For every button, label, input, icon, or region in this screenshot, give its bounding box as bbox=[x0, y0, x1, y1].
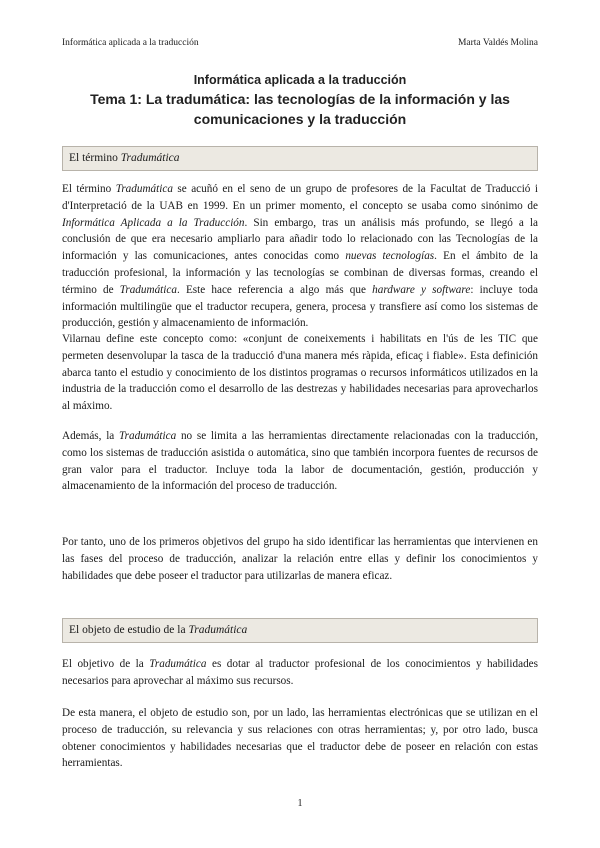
document-title bbox=[60, 72, 540, 129]
italic-term: Tradumática bbox=[119, 430, 177, 442]
text-run: De esta manera, el objeto de estudio son, por un lado, las herramientas electrónicas que se utilizan en el proceso de traducción, su relevancia y sus relaciones con otras herramientas; y, por otro lado, busca obtener conocimientos y habilidades necesarias que el traductor debe de poseer en relación con estas herramientas. bbox=[62, 707, 538, 770]
section-heading-prefix: El término bbox=[69, 152, 121, 164]
paragraph bbox=[62, 181, 538, 332]
text-run: se acuñó en el seno de un grupo de profesores de la Facultat de Traducció i d'Interpretació de la UAB en 1999. En un primer momento, el concepto se usaba como sinónimo de bbox=[62, 183, 538, 212]
italic-term: Informática Aplicada a la Traducción bbox=[62, 216, 245, 229]
section-heading-term: Tradumática bbox=[188, 624, 248, 636]
text-run: El objetivo de la bbox=[62, 658, 150, 670]
italic-term: Tradumática bbox=[149, 658, 207, 670]
text-run: . En el ámbito de la traducción profesional, la información y las tecnologías se combinan de diversas formas, creando el término de bbox=[62, 250, 539, 296]
section-heading-termino bbox=[62, 146, 538, 171]
italic-term: nuevas tecnologías bbox=[345, 250, 435, 263]
paragraph bbox=[62, 705, 538, 772]
text-run: : incluye toda información multilingüe que el traductor recupera, genera, procesa y transfiere así como los sistemas de producción, gestión y almacenamiento de información. bbox=[62, 283, 538, 330]
section-heading-term: Tradumática bbox=[120, 152, 180, 164]
text-run: Vilarnau define este concepto como: «conjunt de coneixements i habilitats en l'ús de les TIC que permeten desenvolupar la tasca de la traducció d'una manera més ràpida, eficaç i fiable». Esta definición abarca tanto el estudio y conocimiento de los distintos programas o recursos informáticos utilizados en la industria de la traducción como el desarrollo de las destrezas y habilidades necesarias para aprovecharlos al máximo. bbox=[62, 333, 538, 413]
text-run: El término bbox=[62, 183, 116, 195]
header-author: Marta Valdés Molina bbox=[457, 38, 538, 48]
text-run: es dotar al traductor profesional de los conocimientos y habilidades necesarios para aprovechar al máximo sus recursos. bbox=[62, 658, 538, 687]
text-run: . Este hace referencia a algo más que bbox=[176, 283, 373, 296]
title-subject: Informática aplicada a la traducción bbox=[193, 73, 407, 87]
title-topic: Tema 1: La tradumática: las tecnologías de la información y las comunicaciones y la traducción bbox=[90, 91, 510, 127]
paragraph bbox=[62, 534, 538, 584]
header-course-title: Informática aplicada a la traducción bbox=[62, 38, 199, 48]
italic-term: hardware y software bbox=[372, 283, 471, 296]
italic-term: Tradumática bbox=[115, 183, 173, 195]
text-run: Además, la bbox=[62, 430, 120, 442]
paragraph bbox=[62, 331, 538, 415]
text-run: no se limita a las herramientas directamente relacionadas con la traducción, como los sistemas de traducción asistida o automática, sino que también incorpora fuentes de recursos de gran valor para el traductor. Incluye toda la labor de documentación, gestión, producción y almacenamiento de la información del proceso de traducción. bbox=[62, 430, 539, 493]
section-heading-prefix: El objeto de estudio de la bbox=[69, 624, 189, 636]
page-number: 1 bbox=[297, 798, 303, 809]
section-heading-objeto bbox=[62, 618, 538, 643]
italic-term: Tradumática bbox=[119, 283, 177, 296]
paragraph bbox=[62, 428, 538, 495]
paragraph bbox=[62, 656, 538, 690]
text-run: . Sin embargo, tras un análisis más profundo, se llegó a la conclusión de que era necesario ampliarlo para añadir todo lo relacionado con las Tecnologías de la información y las comunicaciones, antes conocidas como bbox=[62, 216, 538, 263]
text-run: Por tanto, uno de los primeros objetivos del grupo ha sido identificar las herramientas que intervienen en las fases del proceso de traducción, analizar la relación entre ellas y definir los conocimientos y habilidades que debe poseer el traductor para utilizarlas de manera eficaz. bbox=[62, 536, 538, 582]
